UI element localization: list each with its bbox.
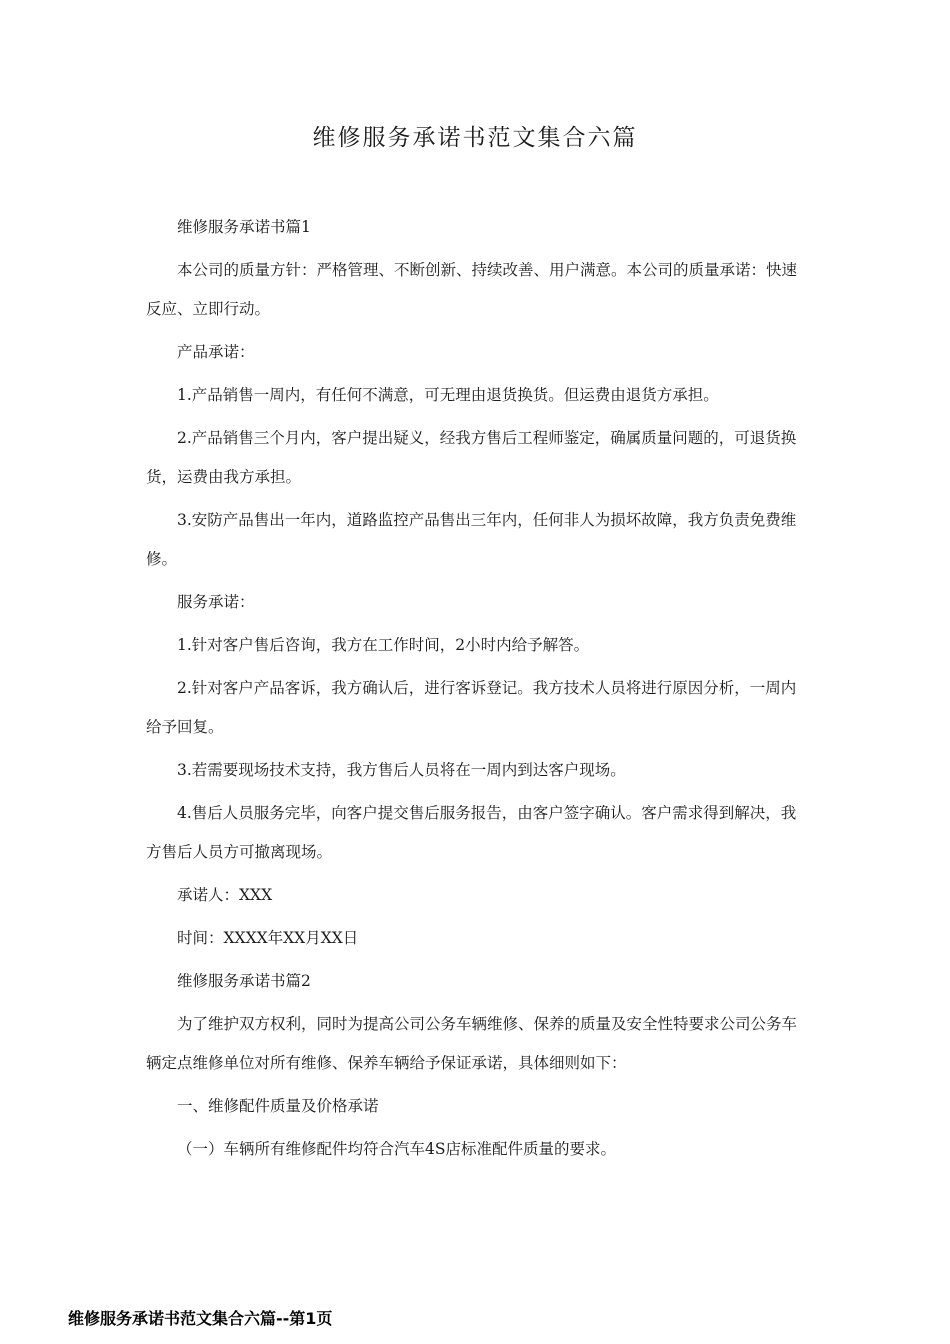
- list-item: 4.售后人员服务完毕，向客户提交售后服务报告，由客户签字确认。客户需求得到解决，我方售后人员方可撤离现场。: [146, 804, 797, 861]
- section-heading-1: 维修服务承诺书篇1: [177, 218, 311, 236]
- page-title: 维修服务承诺书范文集合六篇: [312, 125, 638, 151]
- list-item: 2.针对客户产品客诉，我方确认后，进行客诉登记。我方技术人员将进行原因分析，一周内给予回复。: [146, 679, 797, 736]
- list-item: 3.安防产品售出一年内，道路监控产品售出三年内，任何非人为损坏故障，我方负责免费维修。: [146, 511, 797, 568]
- document-body: [146, 208, 808, 1173]
- list-item: 3.若需要现场技术支持，我方售后人员将在一周内到达客户现场。: [177, 761, 626, 779]
- promisor-line: 承诺人：XXX: [177, 886, 273, 904]
- list-item: 1.产品销售一周内，有任何不满意，可无理由退货换货。但运费由退货方承担。: [177, 386, 719, 404]
- section-heading-2: 维修服务承诺书篇2: [177, 972, 311, 990]
- paragraph-quality-policy: 本公司的质量方针：严格管理、不断创新、持续改善、用户满意。本公司的质量承诺：快速反应、立即行动。: [146, 261, 798, 318]
- date-line: 时间：XXXX年XX月XX日: [177, 929, 359, 947]
- subheading-product-promise: 产品承诺：: [177, 343, 255, 361]
- list-item: 2.产品销售三个月内，客户提出疑义，经我方售后工程师鉴定，确属质量问题的，可退货换货，运费由我方承担。: [146, 429, 797, 486]
- subheading-service-promise: 服务承诺：: [177, 593, 255, 611]
- paragraph-intro: 为了维护双方权利，同时为提高公司公务车辆维修、保养的质量及安全性特要求公司公务车辆定点维修单位对所有维修、保养车辆给予保证承诺，具体细则如下：: [146, 1015, 798, 1072]
- page-footer: 维修服务承诺书范文集合六篇--第1页: [68, 1309, 333, 1328]
- list-item: （一）车辆所有维修配件均符合汽车4S店标准配件质量的要求。: [177, 1140, 616, 1158]
- subheading-parts-quality: 一、维修配件质量及价格承诺: [177, 1097, 379, 1115]
- list-item: 1.针对客户售后咨询，我方在工作时间，2小时内给予解答。: [177, 636, 590, 654]
